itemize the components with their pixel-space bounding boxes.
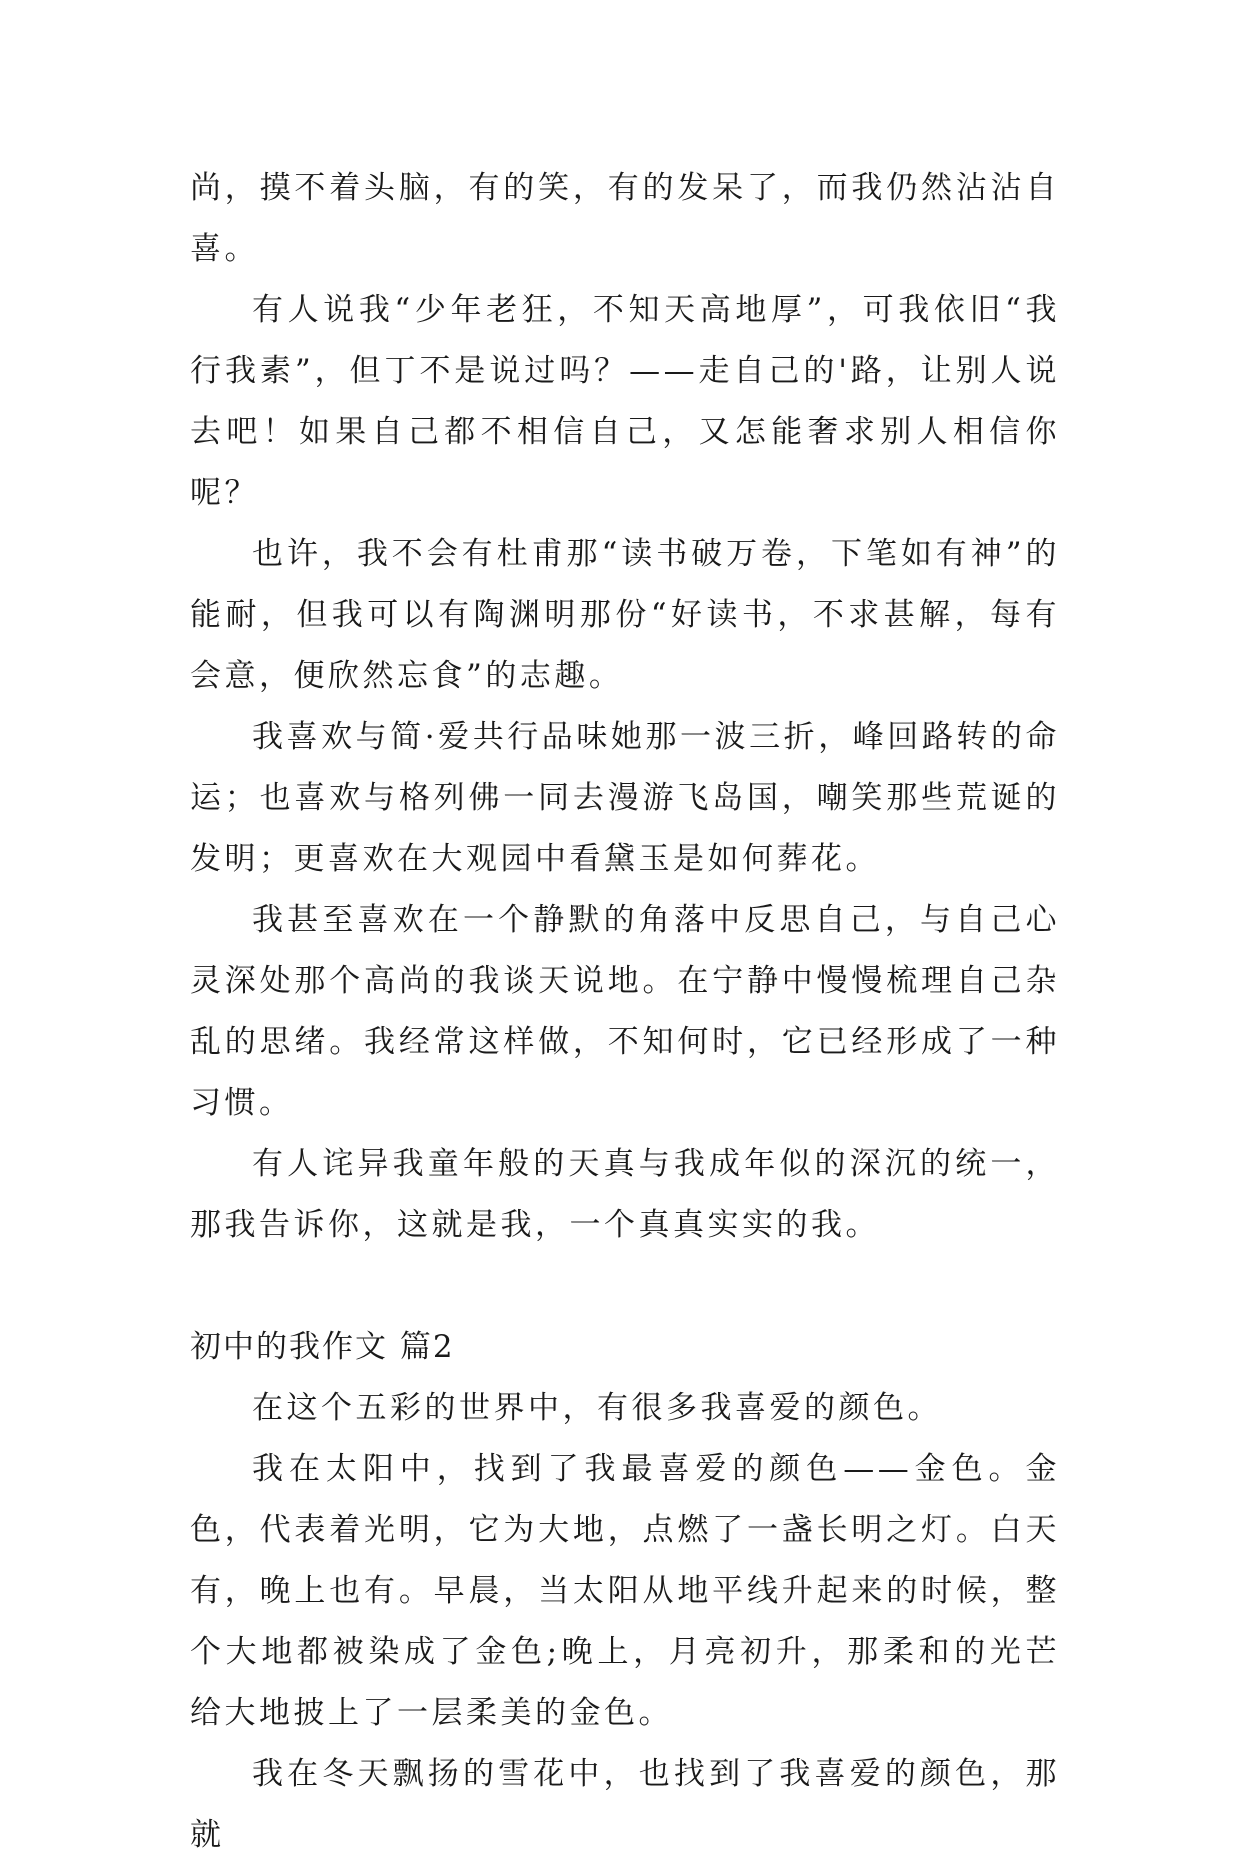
paragraph: 我喜欢与简·爱共行品味她那一波三折，峰回路转的命运；也喜欢与格列佛一同去漫游飞岛国，嘲笑那些荒诞的发明；更喜欢在大观园中看黛玉是如何葬花。 (190, 719, 1060, 877)
paragraph: 我在冬天飘扬的雪花中，也找到了我喜爱的颜色，那就 (190, 1756, 1060, 1853)
paragraph: 有人说我“少年老狂，不知天高地厚”，可我依旧“我行我素”，但丁不是说过吗？——走自己的'路，让别人说去吧！如果自己都不相信自己，又怎能奢求别人相信你呢？ (190, 292, 1060, 511)
paragraph: 我在太阳中，找到了我最喜爱的颜色——金色。金色，代表着光明，它为大地，点燃了一盏长明之灯。白天有，晚上也有。早晨，当太阳从地平线升起来的时候，整个大地都被染成了金色;晚上，月亮初升，那柔和的光芒给大地披上了一层柔美的金色。 (190, 1451, 1060, 1731)
paragraph: 也许，我不会有杜甫那“读书破万卷，下笔如有神”的能耐，但我可以有陶渊明那份“好读书，不求甚解，每有会意，便欣然忘食”的志趣。 (190, 536, 1060, 694)
paragraph-continuation: 尚，摸不着头脑，有的笑，有的发呆了，而我仍然沾沾自喜。 (190, 170, 1060, 267)
essay-body (190, 158, 1060, 1866)
section-heading: 初中的我作文 篇2 (190, 1329, 455, 1365)
paragraph: 我甚至喜欢在一个静默的角落中反思自己，与自己心灵深处那个高尚的我谈天说地。在宁静中慢慢梳理自己杂乱的思绪。我经常这样做，不知何时，它已经形成了一种习惯。 (190, 902, 1060, 1121)
paragraph: 有人诧异我童年般的天真与我成年似的深沉的统一，那我告诉你，这就是我，一个真真实实的我。 (190, 1146, 1060, 1243)
paragraph: 在这个五彩的世界中，有很多我喜爱的颜色。 (252, 1390, 942, 1426)
